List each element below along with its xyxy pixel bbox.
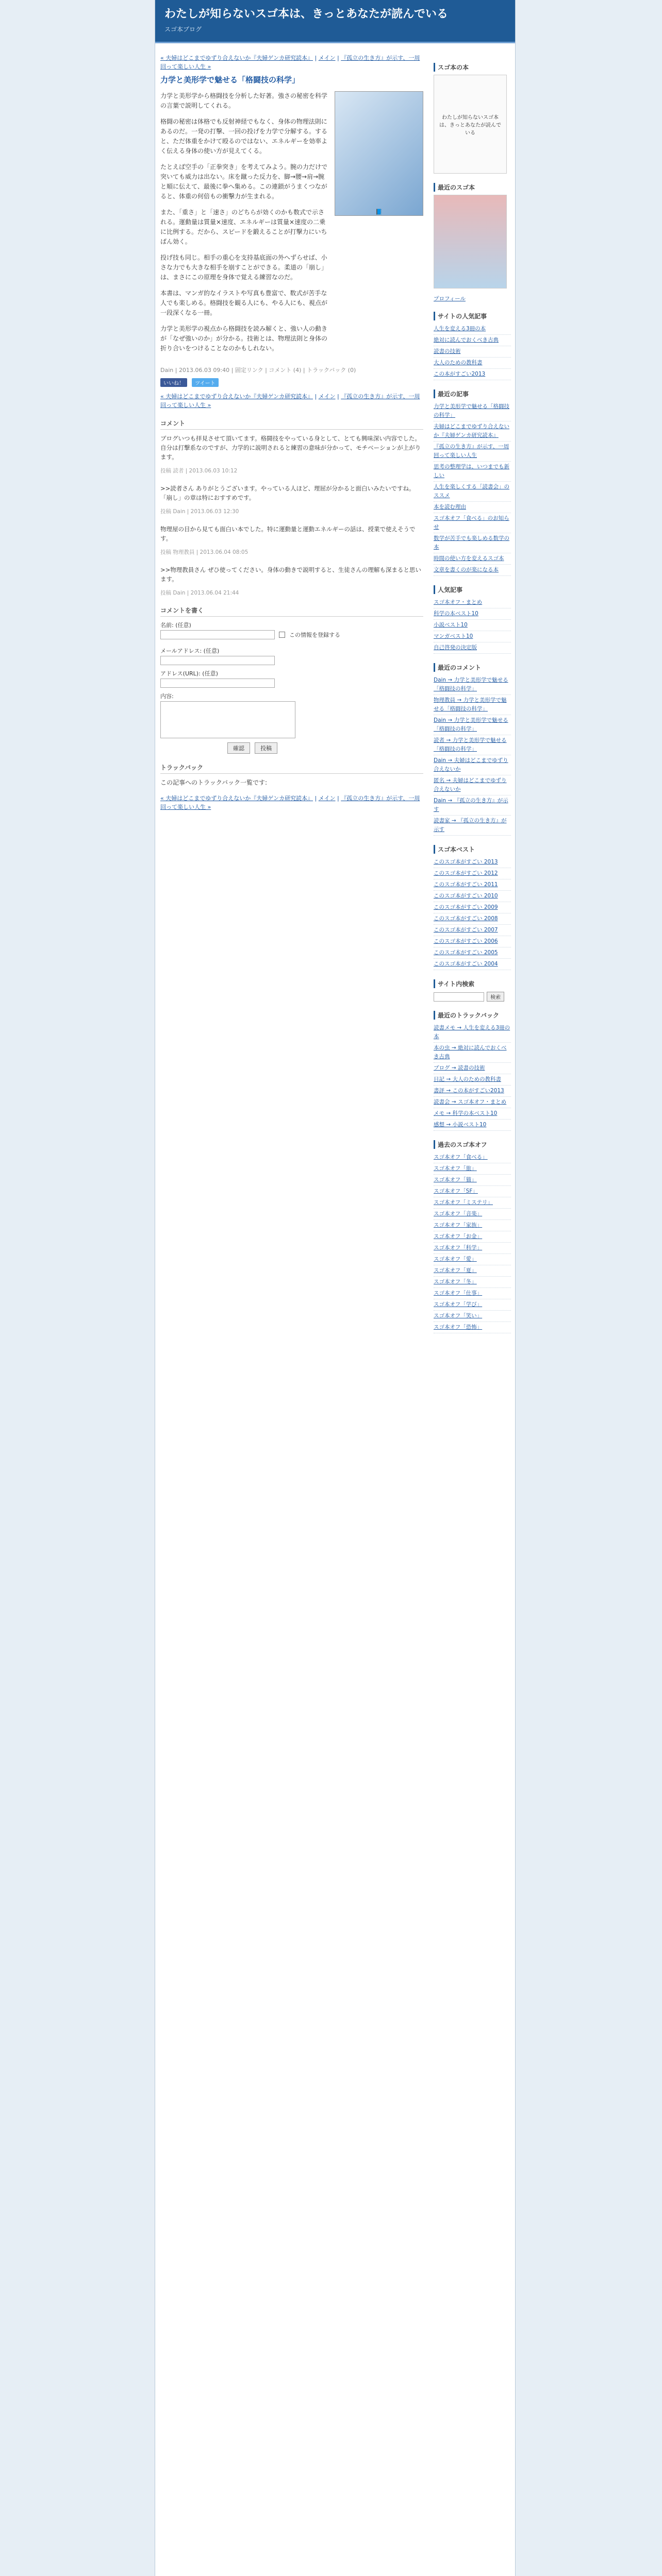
list-item[interactable]: 読書家 → 『孤立の生き方』が示す <box>434 816 511 836</box>
list-item[interactable]: 夫婦はどこまでゆずり合えないか『夫婦ゲンカ研究読本』 <box>434 421 511 442</box>
comment-form-heading: コメントを書く <box>160 606 423 617</box>
list-item[interactable]: スゴ本オフ「仕事」 <box>434 1288 511 1299</box>
list-item[interactable]: このスゴ本がすごい 2012 <box>434 868 511 879</box>
list-item[interactable]: このスゴ本がすごい 2005 <box>434 947 511 959</box>
sidebar-best-heading: 過去のスゴ本オフ <box>434 1140 511 1149</box>
email-label: メールアドレス: (任意) <box>160 648 220 654</box>
list-item[interactable]: スゴ本オフ「家族」 <box>434 1220 511 1231</box>
post-paragraph: 力学と美形学の視点から格闘技を読み解くと、強い人の動きが「なぜ強いのか」が分かる。技術とは、物理法則と身体の折り合いをつけることなのかもしれない。 <box>160 325 328 352</box>
list-item[interactable]: 読書メモ → 人生を変える3冊の本 <box>434 1023 511 1043</box>
list-item[interactable]: メモ → 科学の本ベスト10 <box>434 1108 511 1120</box>
recent-posts-list <box>434 401 511 576</box>
sidebar-search <box>434 991 511 1002</box>
recent-comments-list <box>434 675 511 836</box>
prev-post-link[interactable]: « 夫婦はどこまでゆずり合えないか『夫婦ゲンカ研究読本』 <box>160 795 313 802</box>
comment-meta: 投稿 Dain | 2013.06.03 12:30 <box>160 509 239 515</box>
list-item[interactable]: 本を読む理由 <box>434 502 511 513</box>
trackback-heading: トラックバック <box>160 763 423 774</box>
nav-separator: | <box>337 393 341 400</box>
list-item[interactable]: 書評 → この本がすごい2013 <box>434 1086 511 1097</box>
comment-body: >>読者さん ありがとうございます。やっている人ほど、理屈が分かると面白いみたいですね。「崩し」の章は特におすすめです。 <box>160 485 415 501</box>
list-item[interactable]: 本の虫 → 絶対に読んでおくべき古典 <box>434 1043 511 1063</box>
share-buttons <box>160 377 423 387</box>
search-button[interactable]: 検索 <box>487 992 504 1002</box>
post-meta: Dain | 2013.06.03 09:40 | 固定リンク | コメント (4) | トラックバック (0) <box>160 367 356 374</box>
list-item[interactable]: このスゴ本がすごい 2006 <box>434 936 511 947</box>
post-nav-bottom <box>160 794 423 811</box>
list-item[interactable]: このスゴ本がすごい 2009 <box>434 902 511 913</box>
list-item[interactable]: 時間の使い方を変えるスゴ本 <box>434 553 511 565</box>
list-item[interactable]: Dain → 『孤立の生き方』が示す <box>434 795 511 816</box>
sidebar-book-heading: スゴ本の本 <box>434 63 511 72</box>
list-item[interactable]: スゴ本オフ「科学」 <box>434 1243 511 1254</box>
list-item[interactable]: 読書の技術 <box>434 346 511 358</box>
sidebar-archives-heading: スゴ本ベスト <box>434 845 511 854</box>
facebook-like-button[interactable]: いいね！ <box>160 378 187 387</box>
list-item[interactable]: スゴ本オフ「愛」 <box>434 1254 511 1265</box>
sidebar-popular-heading: サイトの人気記事 <box>434 312 511 320</box>
sidebar-trackback-heading: 最近のトラックバック <box>434 1011 511 1020</box>
tweet-button[interactable]: ツイート <box>192 378 219 387</box>
sidebar-book-cover[interactable] <box>434 75 507 174</box>
list-item[interactable]: スゴ本オフ「食べる」のお知らせ <box>434 513 511 533</box>
list-item[interactable]: このスゴ本がすごい 2004 <box>434 959 511 970</box>
list-item[interactable]: スゴ本オフ「旅」 <box>434 1163 511 1175</box>
home-link[interactable]: メイン <box>318 795 336 802</box>
list-item[interactable]: スゴ本オフ「猫」 <box>434 1175 511 1186</box>
post-paragraph: 格闘の秘密は体格でも反射神経でもなく、身体の物理法則にあるのだ。一発の打撃、一回の投げを力学で分解する。すると、ただ体重をかけて殴るのではない、エネルギーを効率よく伝える身体の使い方が見えてくる。 <box>160 118 328 155</box>
list-item[interactable]: 日記 → 大人のための教科書 <box>434 1074 511 1086</box>
list-item[interactable]: このスゴ本がすごい 2010 <box>434 891 511 902</box>
site-tagline: スゴ本ブログ <box>164 26 202 33</box>
list-item[interactable]: スゴ本オフ「恐怖」 <box>434 1322 511 1333</box>
main-column <box>160 54 423 815</box>
list-item[interactable]: スゴ本オフ「笑い」 <box>434 1311 511 1322</box>
profile-link[interactable]: プロフィール <box>434 296 466 302</box>
post-nav-middle <box>160 392 423 410</box>
nav-separator: | <box>315 393 319 400</box>
search-input[interactable] <box>434 992 484 1002</box>
list-item[interactable]: 小説ベスト10 <box>434 620 511 631</box>
list-item[interactable]: 自己啓発の決定版 <box>434 642 511 654</box>
url-field[interactable] <box>160 679 275 688</box>
sidebar-book-caption: わたしが知らないスゴ本は、きっとあなたが読んでいる <box>439 114 501 136</box>
list-item[interactable]: このスゴ本がすごい 2007 <box>434 925 511 936</box>
trackbacks-list <box>434 1023 511 1131</box>
form-buttons <box>227 742 423 754</box>
book-cover-icon: 📘 <box>375 209 383 215</box>
sidebar <box>434 54 511 1333</box>
sidebar-recent-heading: 最近のスゴ本 <box>434 183 511 192</box>
preview-button[interactable]: 確認 <box>227 742 250 754</box>
comments-list <box>160 434 423 597</box>
trackback-text: この記事へのトラックバック一覧です: <box>160 779 268 786</box>
list-item[interactable]: 読書会 → スゴ本オフ・まとめ <box>434 1097 511 1108</box>
list-item[interactable]: 科学の本ベスト10 <box>434 608 511 620</box>
list-item[interactable]: このスゴ本がすごい 2011 <box>434 879 511 891</box>
best-list <box>434 1152 511 1333</box>
list-item[interactable]: スゴ本オフ「音楽」 <box>434 1209 511 1220</box>
list-item[interactable]: 絶対に読んでおくべき古典 <box>434 335 511 346</box>
next-post-link[interactable]: 『孤立の生き方』が示す、一周回って楽しい人生 » <box>160 795 420 810</box>
page-wrapper <box>155 0 516 2576</box>
prev-post-link[interactable]: « 夫婦はどこまでゆずり合えないか『夫婦ゲンカ研究読本』 <box>160 393 313 400</box>
comment-body: 物理屋の目から見ても面白い本でした。特に運動量と運動エネルギーの話は、授業で使えそうです。 <box>160 526 416 542</box>
list-item[interactable]: このスゴ本がすごい 2008 <box>434 913 511 925</box>
list-item[interactable]: 『孤立の生き方』が示す、一周回って楽しい人生 <box>434 442 511 462</box>
nav-separator: | <box>337 795 341 802</box>
list-item[interactable]: 思考の整理学は、いつまでも新しい <box>434 462 511 482</box>
list-item[interactable]: 感想 → 小説ベスト10 <box>434 1120 511 1131</box>
next-post-link[interactable]: 『孤立の生き方』が示す、一周回って楽しい人生 » <box>160 55 420 70</box>
nav-separator: | <box>315 795 319 802</box>
post-paragraph: 投げ技も同じ。相手の重心を支持基底面の外へずらせば、小さな力でも大きな相手を崩すことができる。柔道の「崩し」は、まさにこの原理を身体で覚える練習なのだ。 <box>160 254 328 281</box>
nav-separator: | <box>337 55 341 61</box>
list-item[interactable]: Dain → 力学と美形学で魅せる「格闘技の科学」 <box>434 715 511 735</box>
url-label: アドレス(URL): (任意) <box>160 670 218 677</box>
comment-body: >>物理教員さん ぜひ使ってください。身体の動きで説明すると、生徒さんの理解も深まると思います。 <box>160 566 421 583</box>
comment-textarea[interactable] <box>160 701 295 738</box>
list-item[interactable]: 物理教員 → 力学と美形学で魅せる「格闘技の科学」 <box>434 695 511 715</box>
list-item[interactable]: Dain → 夫婦はどこまでゆずり合えないか <box>434 755 511 775</box>
list-item[interactable]: 大人のための教科書 <box>434 358 511 369</box>
comment-form <box>160 621 423 754</box>
book-cover-image[interactable] <box>335 91 423 216</box>
name-field[interactable] <box>160 630 275 639</box>
list-item[interactable]: このスゴ本がすごい 2013 <box>434 857 511 868</box>
list-item[interactable]: マンガベスト10 <box>434 631 511 642</box>
sidebar-recent-image[interactable] <box>434 195 507 289</box>
list-item[interactable]: 読者 → 力学と美形学で魅せる「格闘技の科学」 <box>434 735 511 755</box>
popular-list-2 <box>434 597 511 654</box>
nav-separator: | <box>315 55 319 61</box>
sidebar-popular2-heading: 人気記事 <box>434 585 511 594</box>
list-item[interactable]: 数学が苦手でも楽しめる数学の本 <box>434 533 511 553</box>
comment-meta: 投稿 物理教員 | 2013.06.04 08:05 <box>160 549 249 555</box>
comment-body: ブログいつも拝見させて頂いてます。格闘技をやっている身として、とても興味深い内容でした。自分は打撃系なのですが、力学的に説明されると練習の意味が分かって、モチベーションが上がります。 <box>160 435 421 461</box>
remember-label: この情報を登録する <box>289 632 340 638</box>
next-post-link[interactable]: 『孤立の生き方』が示す、一周回って楽しい人生 » <box>160 393 420 409</box>
email-field[interactable] <box>160 656 275 665</box>
home-link[interactable]: メイン <box>318 55 336 61</box>
list-item[interactable]: スゴ本オフ・まとめ <box>434 597 511 608</box>
list-item[interactable]: Dain → 力学と美形学で魅せる「格闘技の科学」 <box>434 675 511 695</box>
sidebar-search-heading: サイト内検索 <box>434 979 511 988</box>
list-item[interactable]: スゴ本オフ「SF」 <box>434 1186 511 1197</box>
prev-post-link[interactable]: « 夫婦はどこまでゆずり合えないか『夫婦ゲンカ研究読本』 <box>160 55 313 61</box>
post-body <box>160 91 423 360</box>
sidebar-comments-heading: 最近のコメント <box>434 663 511 672</box>
list-item[interactable]: スゴ本オフ「夏」 <box>434 1265 511 1277</box>
home-link[interactable]: メイン <box>318 393 336 400</box>
popular-list <box>434 324 511 380</box>
site-title[interactable]: わたしが知らないスゴ本は、きっとあなたが読んでいる <box>164 8 449 21</box>
list-item[interactable]: スゴ本オフ「お金」 <box>434 1231 511 1243</box>
body-label: 内容: <box>160 693 174 700</box>
list-item[interactable]: スゴ本オフ「学び」 <box>434 1299 511 1311</box>
list-item[interactable]: スゴ本オフ「冬」 <box>434 1277 511 1288</box>
list-item[interactable]: スゴ本オフ「ミステリ」 <box>434 1197 511 1209</box>
sidebar-recent-posts-heading: 最近の記事 <box>434 389 511 398</box>
post-paragraph: 本書は、マンガ的なイラストや写真も豊富で、数式が苦手な人でも楽しめる。格闘技を観る人にも、やる人にも、視点が一段深くなる一冊。 <box>160 290 328 316</box>
post-paragraph: また、「重さ」と「速さ」のどちらが効くのかも数式で示される。運動量は質量×速度、エネルギーは質量×速度の二乗に比例する。だから、スピードを鍛えることが打撃力にいちばん効く。 <box>160 209 327 245</box>
post-title[interactable]: 力学と美形学で魅せる「格闘技の科学」 <box>160 75 300 84</box>
name-label: 名前: (任意) <box>160 622 191 629</box>
comment-meta: 投稿 読者 | 2013.06.03 10:12 <box>160 468 238 474</box>
list-item[interactable]: 匿名 → 夫婦はどこまでゆずり合えないか <box>434 775 511 795</box>
remember-checkbox[interactable] <box>279 632 285 638</box>
list-item[interactable]: 人生を楽しくする「読書会」のススメ <box>434 482 511 502</box>
list-item[interactable]: 力学と美形学で魅せる「格闘技の科学」 <box>434 401 511 421</box>
post-paragraph: たとえば空手の「正拳突き」を考えてみよう。腕の力だけで突いても威力は出ない。床を蹴った反力を、脚→腰→肩→腕と順に伝えて、最後に拳へ集める。この連鎖がうまくつながると、体重の何倍もの衝撃力が生まれる。 <box>160 163 328 200</box>
submit-button[interactable]: 投稿 <box>255 742 277 754</box>
comment-meta: 投稿 Dain | 2013.06.04 21:44 <box>160 590 239 596</box>
list-item[interactable]: ブログ → 読書の技術 <box>434 1063 511 1074</box>
comments-heading: コメント <box>160 419 423 430</box>
archives-list <box>434 857 511 970</box>
list-item[interactable]: この本がすごい2013 <box>434 369 511 380</box>
list-item[interactable]: スゴ本オフ「食べる」 <box>434 1152 511 1163</box>
list-item[interactable]: 文章を書くのが楽になる本 <box>434 565 511 576</box>
post-paragraph: 力学と美形学から格闘技を分析した好著。強さの秘密を科学の言葉で説明してくれる。 <box>160 92 328 109</box>
site-header <box>155 0 515 43</box>
list-item[interactable]: 人生を変える3冊の本 <box>434 324 511 335</box>
post-nav-top <box>160 54 423 71</box>
